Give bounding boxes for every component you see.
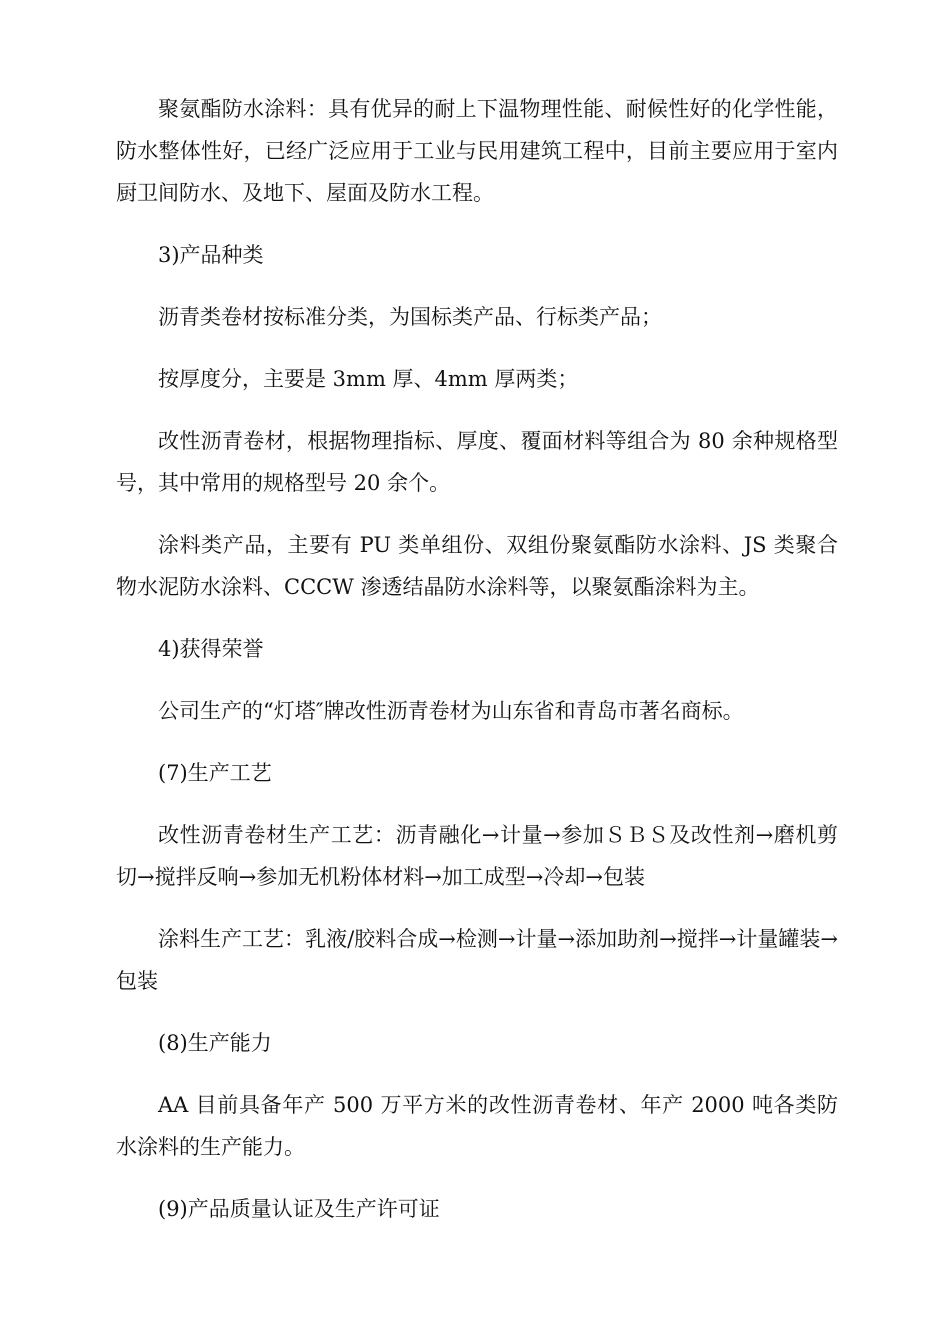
paragraph-trademark: 公司生产的“灯塔″牌改性沥青卷材为山东省和青岛市著名商标。 bbox=[158, 699, 744, 723]
heading-production-process: (7)生产工艺 bbox=[158, 761, 272, 785]
paragraph-modified-asphalt-specs: 改性沥青卷材，根据物理指标、厚度、覆面材料等组合为 80 余种规格型号，其中常用的规格型号 20 余个。 bbox=[116, 429, 838, 495]
paragraph-asphalt-process: 改性沥青卷材生产工艺：沥青融化→计量→参加ＳＢＳ及改性剂→磨机剪切→搅拌反响→参加无机粉体材料→加工成型→冷却→包装 bbox=[116, 823, 838, 889]
heading-quality-certification: (9)产品质量认证及生产许可证 bbox=[158, 1197, 440, 1221]
paragraph-polyurethane-coating: 聚氨酯防水涂料：具有优异的耐上下温物理性能、耐候性好的化学性能，防水整体性好，已经广泛应用于工业与民用建筑工程中，目前主要应用于室内厨卫间防水、及地下、屋面及防水工程。 bbox=[116, 97, 838, 205]
paragraph-thickness-classification: 按厚度分，主要是 3mm 厚、4mm 厚两类； bbox=[158, 367, 579, 391]
heading-product-types: 3)产品种类 bbox=[158, 243, 264, 267]
paragraph-coating-process: 涂料生产工艺：乳液/胶料合成→检测→计量→添加助剂→搅拌→计量罐装→包装 bbox=[116, 927, 838, 993]
paragraph-coating-products: 涂料类产品，主要有 PU 类单组份、双组份聚氨酯防水涂料、JS 类聚合物水泥防水涂料、CCCW 渗透结晶防水涂料等，以聚氨酯涂料为主。 bbox=[116, 533, 838, 599]
paragraph-capacity: AA 目前具备年产 500 万平方米的改性沥青卷材、年产 2000 吨各类防水涂料的生产能力。 bbox=[116, 1093, 838, 1159]
heading-honors: 4)获得荣誉 bbox=[158, 637, 264, 661]
paragraph-standard-classification: 沥青类卷材按标准分类，为国标类产品、行标类产品； bbox=[158, 305, 662, 329]
document-body bbox=[116, 88, 838, 1250]
heading-production-capacity: (8)生产能力 bbox=[158, 1031, 272, 1055]
